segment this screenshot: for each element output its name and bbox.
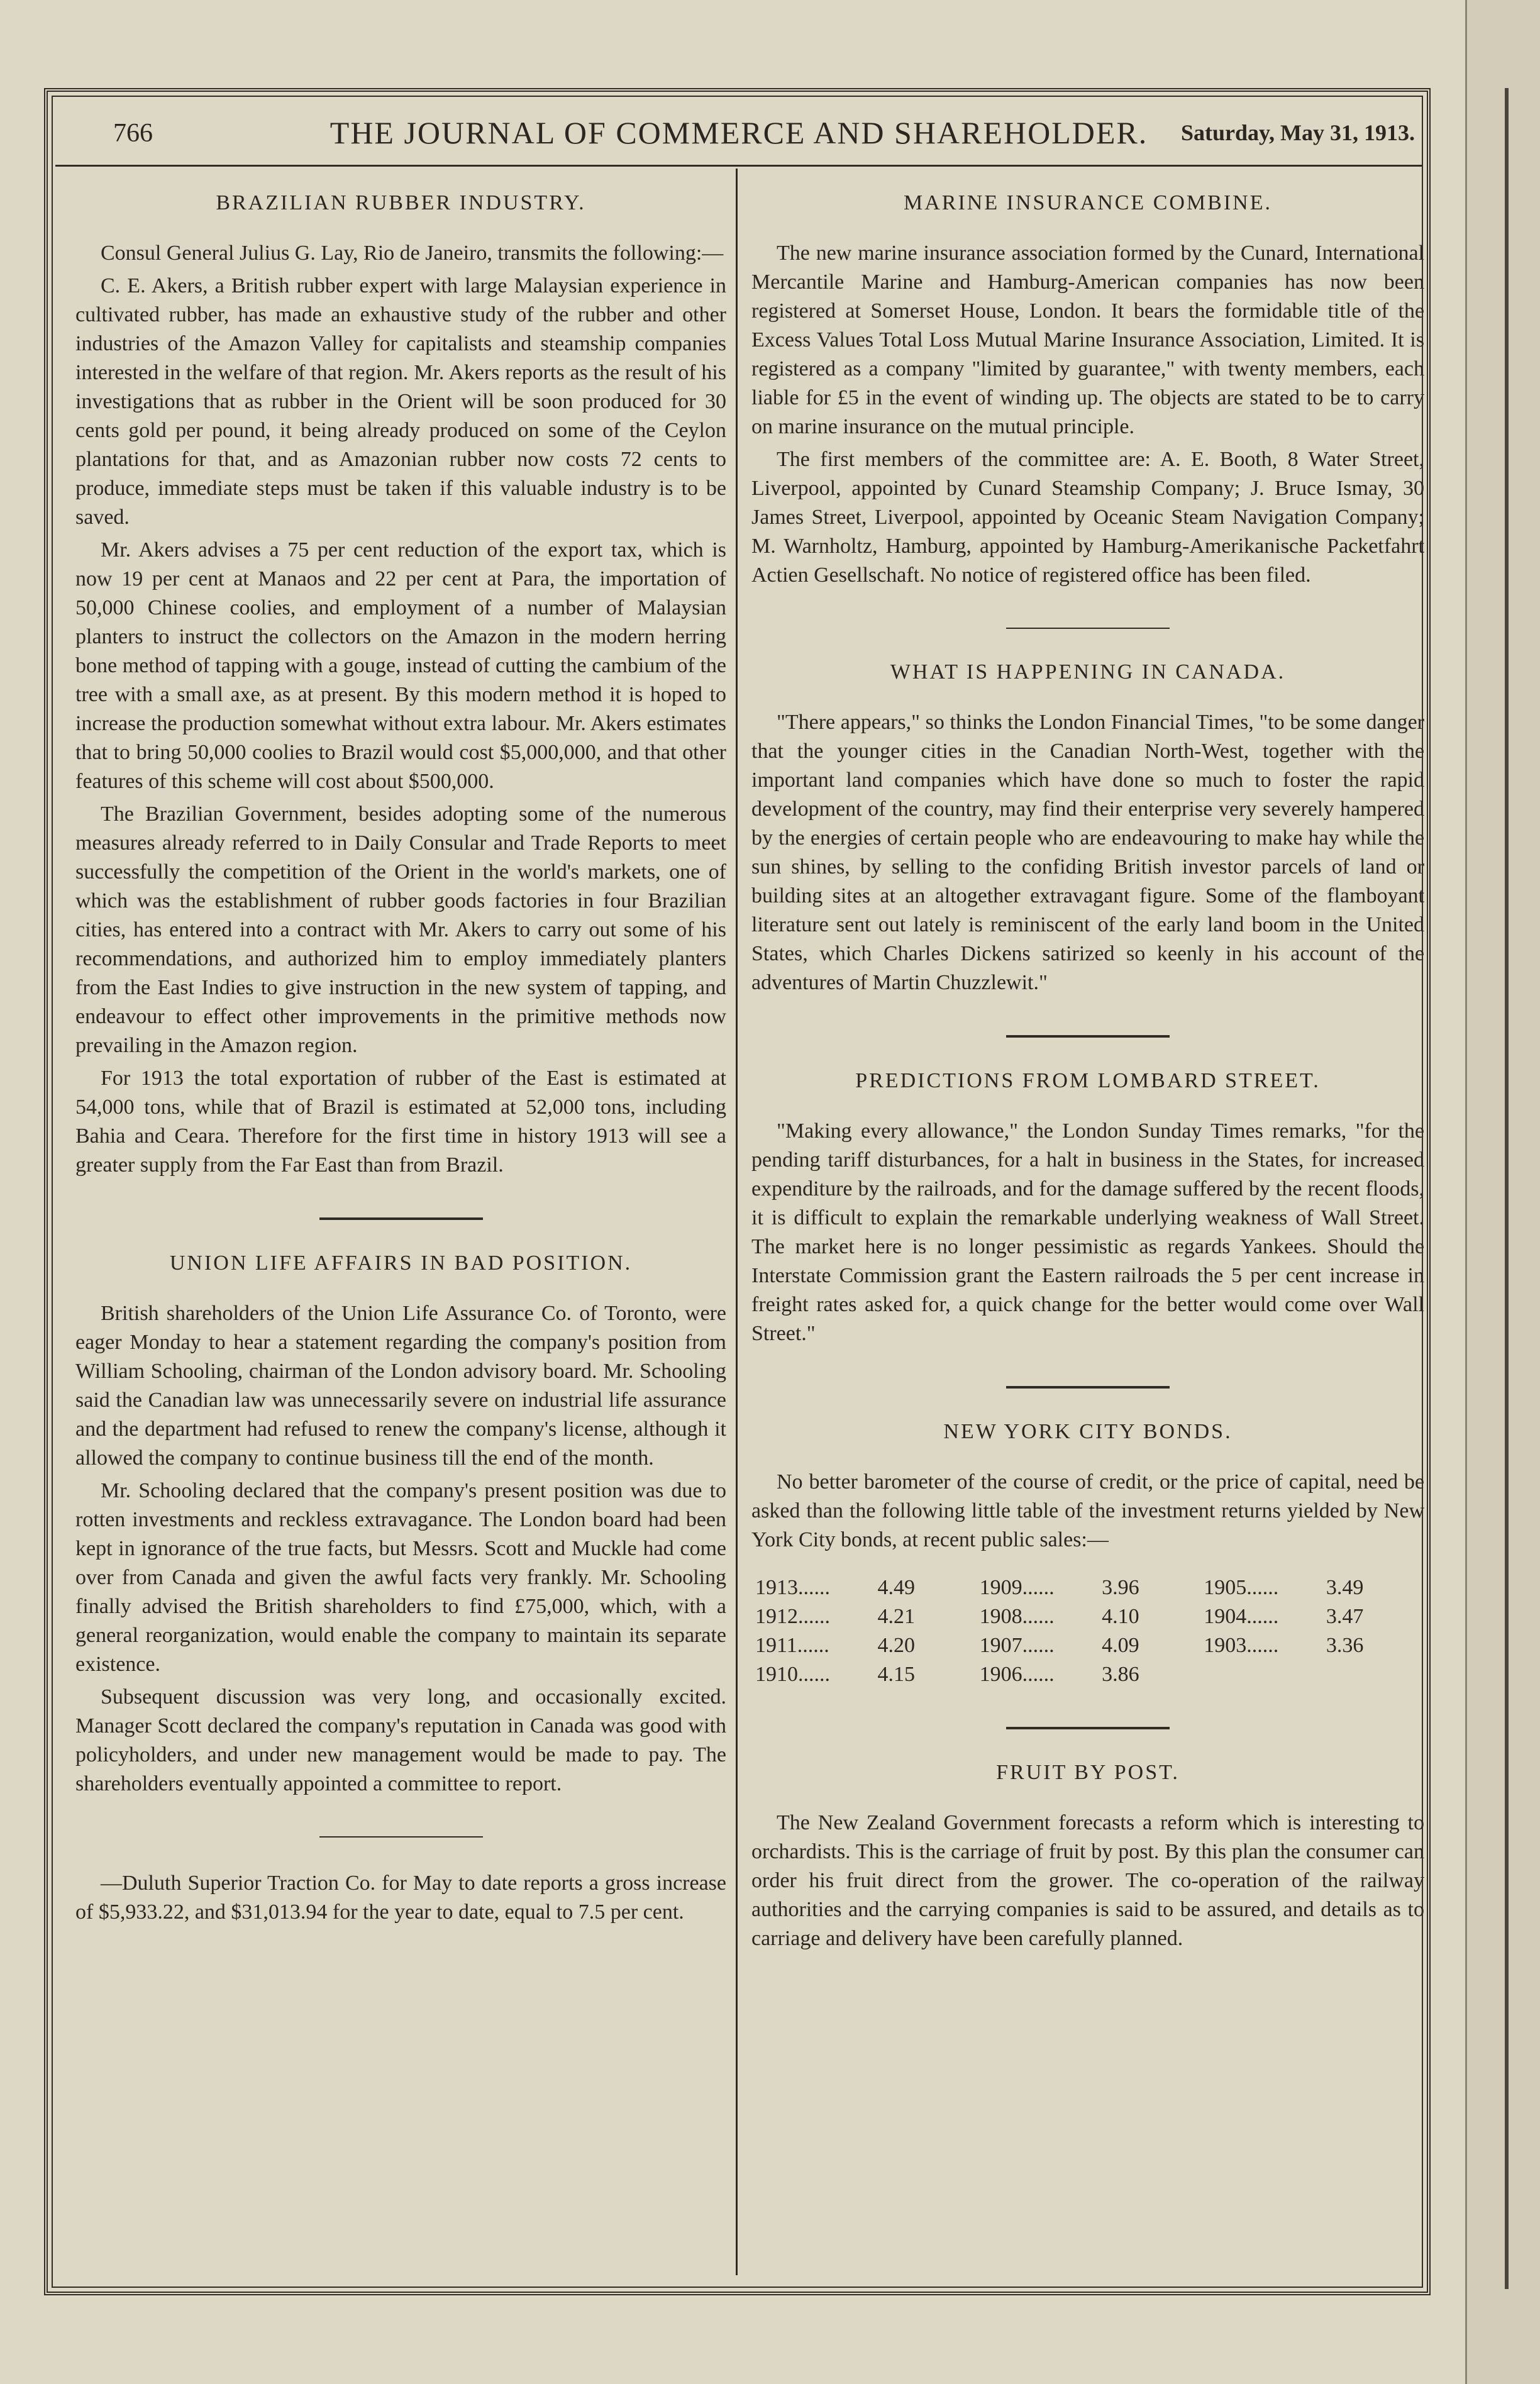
issue-date: Saturday, May 31, 1913. <box>1180 120 1415 145</box>
masthead <box>57 107 1421 164</box>
bond-yield: 3.47 <box>1326 1605 1364 1628</box>
section-separator <box>1006 628 1170 629</box>
union-life-paragraph: British shareholders of the Union Life Assurance Co. of Toronto, were eager Monday to hear a statement regarding the company's position from William Schooling, chairman of the London advisory board. Mr. Schooling said the Canadian law was unnecessarily severe on industrial life assurance and the department had refused to renew the company's license, although it allowed the company to continue business till the end of the month. <box>75 1302 726 1470</box>
bond-year: 1903...... <box>1204 1634 1279 1657</box>
brazilian-paragraph: Consul General Julius G. Lay, Rio de Janeiro, transmits the following:— <box>101 241 724 265</box>
bond-year: 1910...... <box>755 1663 830 1686</box>
marine-heading: MARINE INSURANCE COMBINE. <box>904 191 1272 214</box>
bond-year: 1907...... <box>979 1634 1055 1657</box>
left-column <box>75 182 726 1931</box>
bond-yield <box>1322 1660 1424 1689</box>
canada-heading: WHAT IS HAPPENING IN CANADA. <box>890 660 1286 684</box>
page-number: 766 <box>113 119 153 148</box>
bond-yield: 3.96 <box>1102 1576 1139 1599</box>
table-row <box>751 1631 1424 1660</box>
union-life-heading: UNION LIFE AFFAIRS IN BAD POSITION. <box>169 1251 633 1275</box>
section-separator <box>319 1217 483 1220</box>
section-separator <box>1006 1386 1170 1389</box>
bond-yield: 3.86 <box>1102 1663 1139 1686</box>
bond-year: 1906...... <box>979 1663 1055 1686</box>
union-life-paragraph: Subsequent discussion was very long, and occasionally excited. Manager Scott declared the company's reputation in Canada was good with policyholders, and under new management would be made to pay. The shareholders eventually appointed a committee to report. <box>75 1685 726 1795</box>
bond-year: 1912...... <box>755 1605 830 1628</box>
bond-yield: 3.49 <box>1326 1576 1364 1599</box>
bond-yield: 4.15 <box>877 1663 916 1686</box>
table-row <box>751 1573 1424 1602</box>
table-row <box>751 1602 1424 1631</box>
brazilian-paragraph: For 1913 the total exportation of rubber of the East is estimated at 54,000 tons, while that of Brazil is estimated at 52,000 tons, including Bahia and Ceara. Therefore for the first time in history 1913 will see a greater supply from the Far East than from Brazil. <box>75 1067 726 1177</box>
bond-yield: 4.09 <box>1102 1634 1139 1657</box>
brazilian-paragraph: Mr. Akers advises a 75 per cent reduction of the export tax, which is now 19 per cent at Manaos and 22 per cent at Para, the importation of 50,000 Chinese coolies, and employment of a number of Malaysian planters to instruct the collectors on the Amazon in the modern herring bone method of tapping with a gouge, instead of cutting the cambium of the tree with a small axe, as at present. By this modern method it is hoped to increase the production somewhat without extra labour. Mr. Akers estimates that to bring 50,000 coolies to Brazil would cost $5,000,000, and that other features of this scheme will cost about $500,000. <box>75 538 726 793</box>
table-row <box>751 1660 1424 1689</box>
bond-year: 1905...... <box>1204 1576 1279 1599</box>
brazilian-paragraph: The Brazilian Government, besides adopting some of the numerous measures already referred to in Daily Consular and Trade Reports to meet successfully the competition of the Orient in the world's markets, one of which was the establishment of rubber goods factories in four Brazilian cities, has entered into a contract with Mr. Akers to carry out some of his recommendations, and authorized him to employ immediately planters from the East Indies to give instruction in the new system of tapping, and endeavour to effect other improvements in the primitive methods now prevailing in the Amazon region. <box>75 802 726 1057</box>
section-separator <box>1006 1035 1170 1038</box>
union-life-paragraph: Mr. Schooling declared that the company's present position was due to rotten investments and reckless extravagance. The London board had been kept in ignorance of the true facts, but Messrs. Scott and Muckle had come over from Canada and given the awful facts very frankly. Mr. Schooling finally advised the British shareholders to find £75,000, which, with a general reorganization, would enable the company to maintain its separate existence. <box>75 1479 726 1676</box>
lombard-heading: PREDICTIONS FROM LOMBARD STREET. <box>855 1069 1321 1092</box>
bond-yield: 4.21 <box>877 1605 916 1628</box>
nyc-bonds-heading: NEW YORK CITY BONDS. <box>943 1420 1233 1443</box>
journal-title: THE JOURNAL OF COMMERCE AND SHAREHOLDER. <box>330 115 1148 150</box>
bond-yield-table <box>751 1573 1424 1689</box>
brazilian-paragraph: C. E. Akers, a British rubber expert with large Malaysian experience in cultivated rubber, has made an exhaustive study of the rubber and other industries of the Amazon Valley for capitalists and steamship companies interested in the welfare of that region. Mr. Akers reports as the result of his investigations that as rubber in the Orient will be soon produced for 30 cents gold per pound, it being already produced on some of the Ceylon plantations for that, and as Amazonian rubber now costs 72 cents to produce, immediate steps must be taken if this valuable industry is to be saved. <box>75 274 726 529</box>
bond-yield: 3.36 <box>1326 1634 1364 1657</box>
fruit-paragraph: The New Zealand Government forecasts a reform which is interesting to orchardists. This is the carriage of fruit by post. By this plan the consumer can order his fruit direct from the grower. The co-operation of the railway authorities and the carrying companies is said to be assured, and details as to carriage and delivery have been carefully planned. <box>751 1811 1424 1950</box>
bond-yield: 4.49 <box>877 1576 916 1599</box>
marine-paragraph: The new marine insurance association formed by the Cunard, International Mercantile Marine and Hamburg-American companies has now been registered at Somerset House, London. It bears the formidable title of the Excess Values Total Loss Mutual Marine Insurance Association, Limited. It is registered as a company "limited by guarantee," with twenty members, each liable for £5 in the event of winding up. The objects are stated to be to carry on marine insurance on the mutual principle. <box>751 241 1424 438</box>
column-divider <box>736 169 738 2275</box>
bond-year: 1913...... <box>755 1576 830 1599</box>
bond-year <box>1200 1660 1322 1689</box>
masthead-rule <box>55 165 1423 167</box>
section-separator <box>319 1836 483 1838</box>
bond-year: 1911...... <box>755 1634 829 1657</box>
bond-yield: 4.10 <box>1102 1605 1139 1628</box>
right-column <box>751 182 1424 1957</box>
brazilian-heading: BRAZILIAN RUBBER INDUSTRY. <box>216 191 586 214</box>
fruit-heading: FRUIT BY POST. <box>996 1761 1180 1784</box>
adjacent-page-rule <box>1505 88 1509 2289</box>
duluth-note: —Duluth Superior Traction Co. for May to date reports a gross increase of $5,933.22, and $31,013.94 for the year to date, equal to 7.5 per cent. <box>75 1871 726 1924</box>
lombard-paragraph: "Making every allowance," the London Sunday Times remarks, "for the pending tariff disturbances, for a halt in business in the States, for increased expenditure by the railroads, and for the damage suffered by the recent floods, it is difficult to explain the remarkable underlying weakness of Wall Street. The market here is no longer pessimistic as regards Yankees. Should the Interstate Commission grant the Eastern railroads the 5 per cent increase in freight rates asked for, a quick change for the better would come over Wall Street." <box>751 1119 1424 1345</box>
nyc-bonds-intro: No better barometer of the course of credit, or the price of capital, need be asked than the following little table of the investment returns yielded by New York City bonds, at recent public sales:— <box>751 1470 1424 1551</box>
canada-paragraph: "There appears," so thinks the London Financial Times, "to be some danger that the younger cities in the Canadian North-West, together with the important land companies which have done so much to foster the rapid development of the country, may find their enterprise very severely hampered by the energies of certain people who are endeavouring to make hay while the sun shines, by selling to the confiding British investor parcels of land or building sites at an altogether extravagant figure. Some of the flamboyant literature sent out lately is reminiscent of the early land boom in the United States, which Charles Dickens satirized so keenly in his account of the adventures of Martin Chuzzlewit." <box>751 711 1424 994</box>
section-separator <box>1006 1727 1170 1729</box>
bond-yield: 4.20 <box>877 1634 916 1657</box>
marine-paragraph: The first members of the committee are: A. E. Booth, 8 Water Street, Liverpool, appointed by Cunard Steamship Company; J. Bruce Ismay, 30 James Street, Liverpool, appointed by Oceanic Steam Navigation Company; M. Warnholtz, Hamburg, appointed by Hamburg-Amerikanische Packetfahrt Actien Gesellschaft. No notice of registered office has been filed. <box>751 448 1424 587</box>
bond-year: 1904...... <box>1204 1605 1279 1628</box>
bond-year: 1908...... <box>979 1605 1055 1628</box>
bond-year: 1909...... <box>979 1576 1055 1599</box>
adjacent-page-edge <box>1465 0 1540 2384</box>
